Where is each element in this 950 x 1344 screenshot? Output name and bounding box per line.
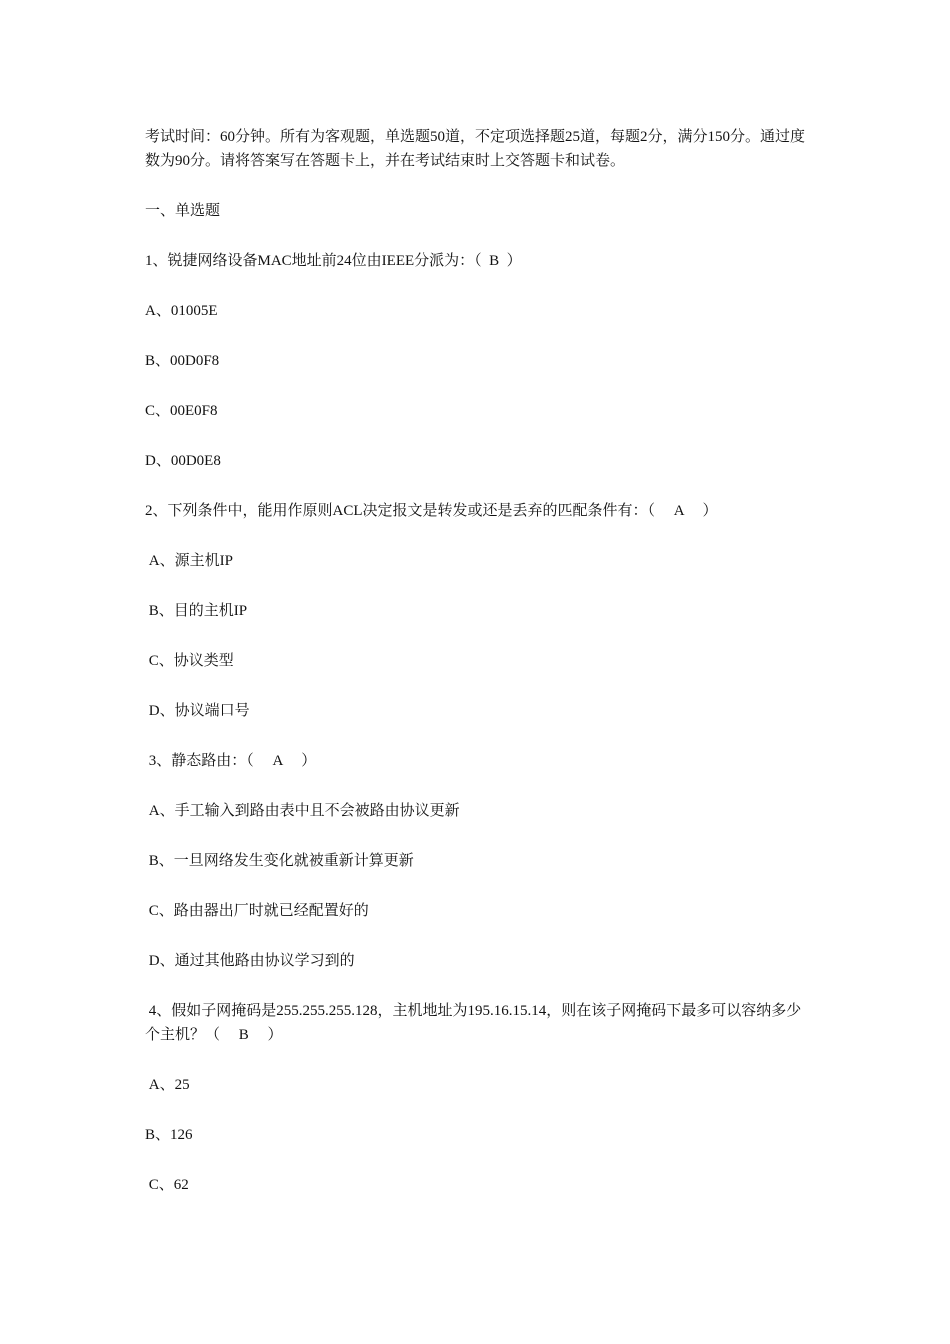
question-2-option-b: B、目的主机IP: [145, 603, 248, 619]
question-1: 1、锐捷网络设备MAC地址前24位由IEEE分派为：（ B ）: [145, 253, 522, 269]
question-4: 4、假如子网掩码是255.255.255.128，主机地址为195.16.15.14，则在该子网掩码下最多可以容纳多少个主机？（ B ）: [145, 1003, 802, 1043]
question-4-option-a: A、25: [145, 1077, 190, 1093]
question-2-option-d: D、协议端口号: [145, 703, 250, 719]
question-3: 3、静态路由：（ A ）: [145, 753, 317, 769]
exam-instructions: 考试时间：60分钟。所有为客观题，单选题50道，不定项选择题25道，每题2分，满分150分。通过度数为90分。请将答案写在答题卡上，并在考试结束时上交答题卡和试卷。: [145, 129, 806, 169]
question-1-option-b: B、00D0F8: [145, 353, 220, 369]
question-4-option-c: C、62: [145, 1177, 189, 1193]
document-body: [145, 125, 810, 1197]
question-2-option-c: C、协议类型: [145, 653, 234, 669]
question-2-option-a: A、源主机IP: [145, 553, 233, 569]
question-1-option-a: A、01005E: [145, 303, 218, 319]
question-1-option-c: C、00E0F8: [145, 403, 218, 419]
question-1-option-d: D、00D0E8: [145, 453, 221, 469]
question-3-option-d: D、通过其他路由协议学习到的: [145, 953, 355, 969]
question-3-option-b: B、一旦网络发生变化就被重新计算更新: [145, 853, 414, 869]
question-4-option-b: B、126: [145, 1127, 193, 1143]
section-title: 一、单选题: [145, 203, 221, 219]
question-3-option-c: C、路由器出厂时就已经配置好的: [145, 903, 369, 919]
question-3-option-a: A、手工输入到路由表中且不会被路由协议更新: [145, 803, 460, 819]
question-2: 2、下列条件中，能用作原则ACL决定报文是转发或还是丢弃的匹配条件有：（ A ）: [145, 503, 718, 519]
